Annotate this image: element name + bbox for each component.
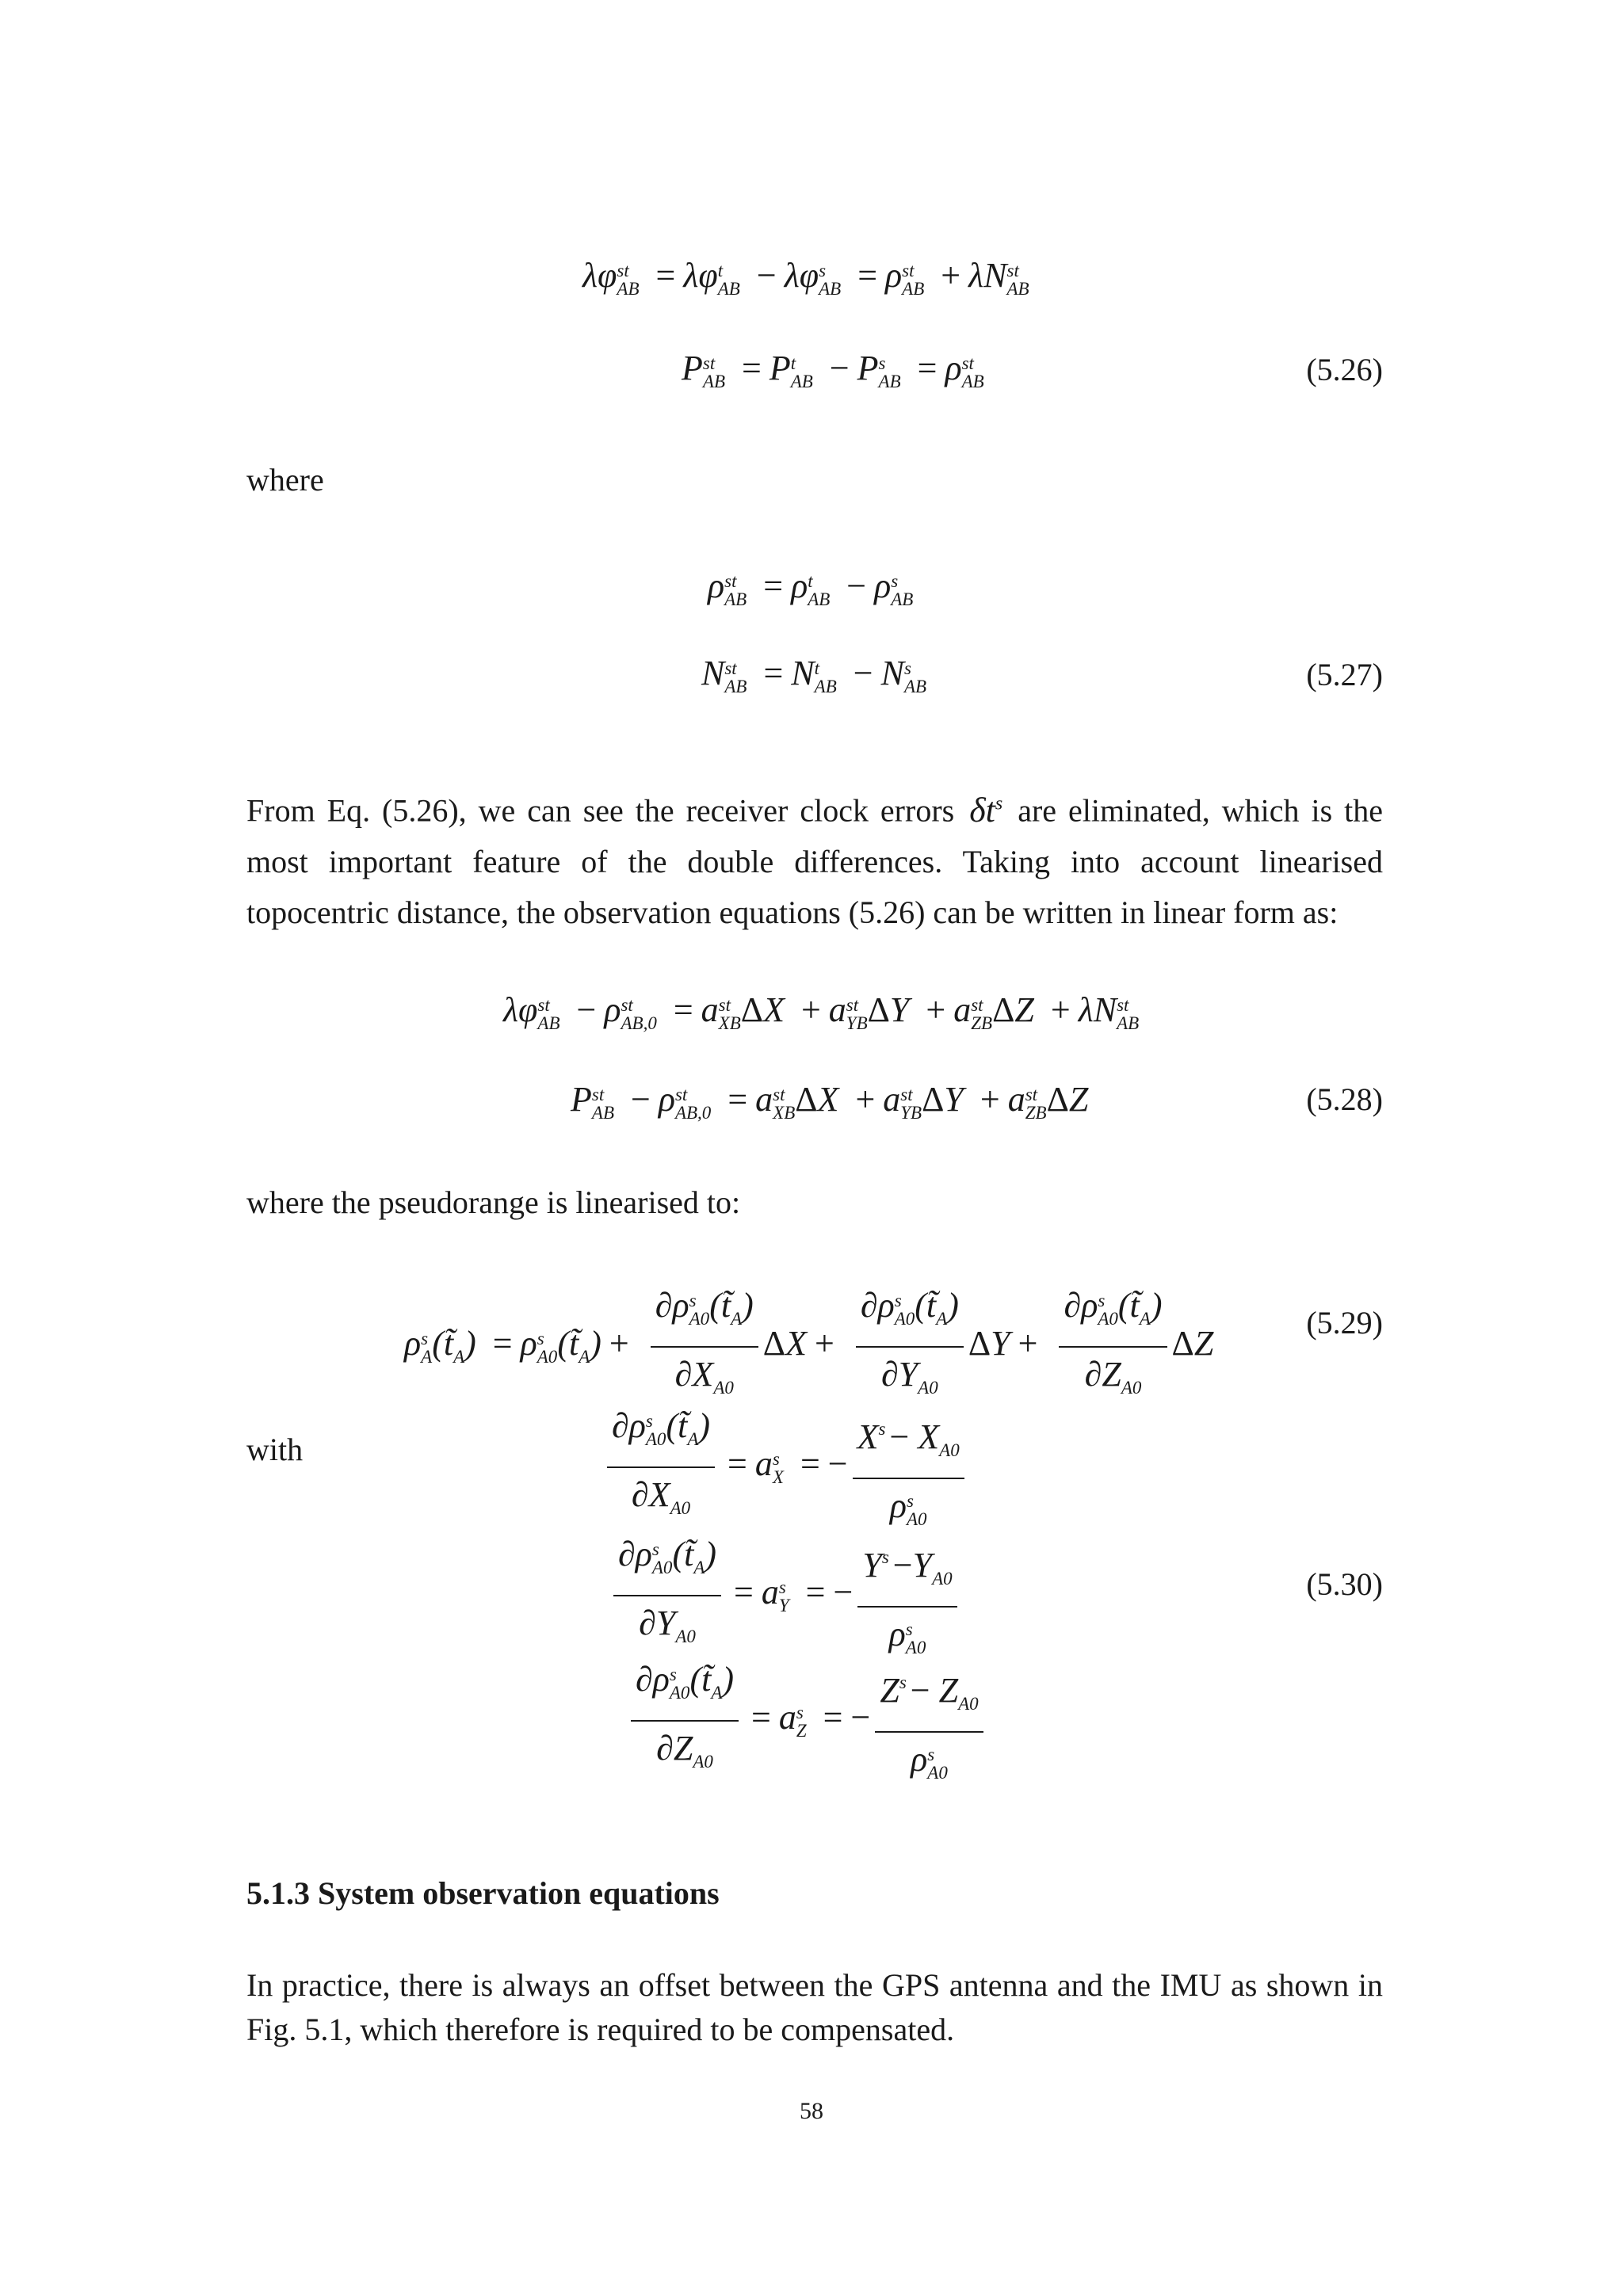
equation-5-29: ρ s A $(t̃_A) = \rho$ s A0 $(t̃_A)$ + ∂ρ s A0 $(t̃_A)$ $\partial X_{A0}$ ΔX + ∂ρ s A0 $(t̃_A)$ $\partial Y_{A0}$ ΔY + ∂ρ s A0 $(t̃_A)$ $\partial Z_{A0}$ ΔZ bbox=[404, 1282, 1213, 1412]
equation-5-30-line1: ∂ρ s A0 $(t̃_A)$ $\partial X_{A0}$ = a s X = − $X^s - X_{A0}$ ρ s A0 bbox=[602, 1402, 969, 1532]
paragraph-clock-errors bbox=[246, 778, 1383, 938]
page-number: 58 bbox=[800, 2098, 823, 2124]
paragraph-where: where bbox=[246, 462, 324, 498]
equation-5-30-line3: ∂ρ s A0 $(t̃_A)$ $\partial Z_{A0}$ = a s Z = − $Z^s - Z_{A0}$ ρ s A0 bbox=[626, 1656, 988, 1786]
equation-label: (5.29) bbox=[1306, 1305, 1383, 1341]
equation-5-28-line2: P st AB − ρ st AB,0 = a st XB ΔX + a st YB ΔY + a st ZB ΔZ bbox=[571, 1080, 1089, 1123]
equation-5-28-line1: λφ st AB − ρ st AB,0 = a st XB ΔX + a st YB ΔY + a st ZB ΔZ + λN st AB bbox=[503, 990, 1140, 1033]
equation-label: (5.26) bbox=[1306, 352, 1383, 387]
equation-5-27-line2: N st AB = N t AB − N s AB bbox=[701, 654, 927, 696]
equation-5-26-line2: P st AB = P t AB − P s AB = ρ st AB bbox=[682, 349, 984, 391]
paragraph-text: From Eq. (5.26), we can see the receiver clock errors bbox=[246, 792, 955, 829]
paragraph-text: are eliminated, which is the most important feature of the double differences. Taking into account linearised topocentric distance, the observation equations (5.26) can be written in linear form as: bbox=[246, 792, 1384, 930]
clock-error-symbol: $\delta t^s$ bbox=[969, 790, 1003, 830]
equation-label: (5.28) bbox=[1306, 1081, 1383, 1117]
equation-5-30-line2: ∂ρ s A0 $(t̃_A)$ $\partial Y_{A0}$ = a s Y = − $Y^s -Y_{A0}$ ρ s A0 bbox=[609, 1531, 962, 1661]
equation-5-26-line1: λφ st AB = λφ t AB − λφ s AB = ρ st AB + λN st AB bbox=[582, 256, 1029, 299]
equation-label: (5.30) bbox=[1306, 1566, 1383, 1602]
equation-label: (5.27) bbox=[1306, 657, 1383, 692]
label-with: with bbox=[246, 1432, 304, 1467]
paragraph-offset: In practice, there is always an offset between the GPS antenna and the IMU as shown in Fig. 5.1, which therefore is required to be compensated. bbox=[246, 1967, 1383, 2047]
paragraph-pseudorange: where the pseudorange is linearised to: bbox=[246, 1184, 741, 1220]
section-heading: 5.1.3 System observation equations bbox=[246, 1875, 720, 1911]
equation-5-27-line1: ρ st AB = ρ t AB − ρ s AB bbox=[708, 566, 914, 609]
